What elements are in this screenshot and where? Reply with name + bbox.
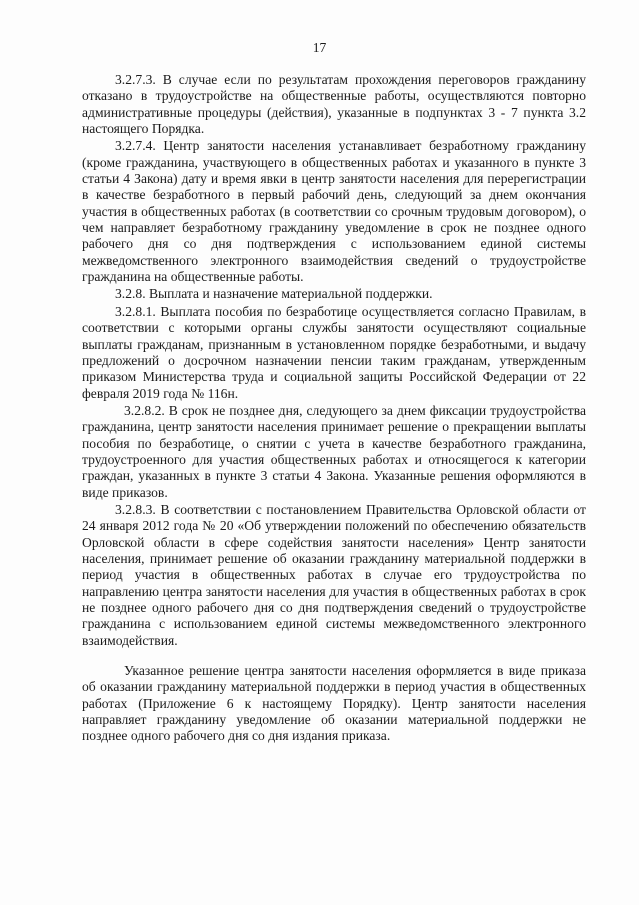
paragraph-3-2-7-3: 3.2.7.3. В случае если по результатам прохождения переговоров гражданину отказано в трудоустройстве на общественные работы, осуществляются повторно административные процедуры (действия), указанные в подпунктах 3 - 7 пункта 3.2 настоящего Порядка.	[82, 72, 586, 137]
paragraph-3-2-8-1: 3.2.8.1. Выплата пособия по безработице осуществляется согласно Правилам, в соответствии с которыми органы службы занятости осуществляют социальные выплаты гражданам, признанным в установленном порядке безработными, и выдачу предложений о досрочном назначении пенсии таким гражданам, утвержденным приказом Министерства труда и социальной защиты Российской Федерации от 22 февраля 2019 года № 116н.	[82, 303, 586, 401]
page-number: 17	[312, 40, 327, 55]
paragraph-3-2-8-2: 3.2.8.2. В срок не позднее дня, следующего за днем фиксации трудоустройства гражданина, центр занятости населения принимает решение о прекращении выплаты пособия по безработице, о снятии с учета в качестве безработного гражданина, трудоустроенного для участия общественных работах и относящегося к категории граждан, указанных в пункте 3 статьи 4 Закона. Указанные решения оформляются в виде приказов.	[82, 402, 586, 500]
paragraph-3-2-8-3: 3.2.8.3. В соответствии с постановлением Правительства Орловской области от 24 января 2012 года № 20 «Об утверждении положений по обеспечению обязательств Орловской области в сфере содействия занятости населения» Центр занятости населения, принимает решение об оказании гражданину материальной поддержки в период участия в общественных работах в случае его трудоустройства по направлению центра занятости населения для участия в общественных работах в срок не позднее одного рабочего дня со дня подтверждения сведений о трудоустройстве гражданина с использованием единой системы межведомственного электронного взаимодействия.	[82, 501, 586, 648]
paragraph-3-2-7-4: 3.2.7.4. Центр занятости населения устанавливает безработному гражданину (кроме гражданина, участвующего в общественных работах и указанного в пункте 3 статьи 4 Закона) дату и время явки в центр занятости населения для перерегистрации в качестве безработного в первый рабочий день, следующий за днем окончания участия в общественных работах (в соответствии со срочным трудовым договором), о чем направляет безработному гражданину уведомление в срок не позднее одного рабочего дня со дня подтверждения с использованием единой системы межведомственного электронного взаимодействия сведений о трудоустройстве гражданина на общественные работы.	[82, 138, 586, 285]
paragraph-decision-notice: Указанное решение центра занятости населения оформляется в виде приказа об оказании гражданину материальной поддержки в период участия в общественных работах (Приложение 6 к настоящему Порядку). Центр занятости населения направляет гражданину уведомление об оказании материальной поддержки не позднее одного рабочего дня со дня издания приказа.	[82, 663, 586, 744]
document-body	[82, 72, 586, 746]
paragraph-3-2-8-heading: 3.2.8. Выплата и назначение материальной поддержки.	[115, 286, 433, 302]
